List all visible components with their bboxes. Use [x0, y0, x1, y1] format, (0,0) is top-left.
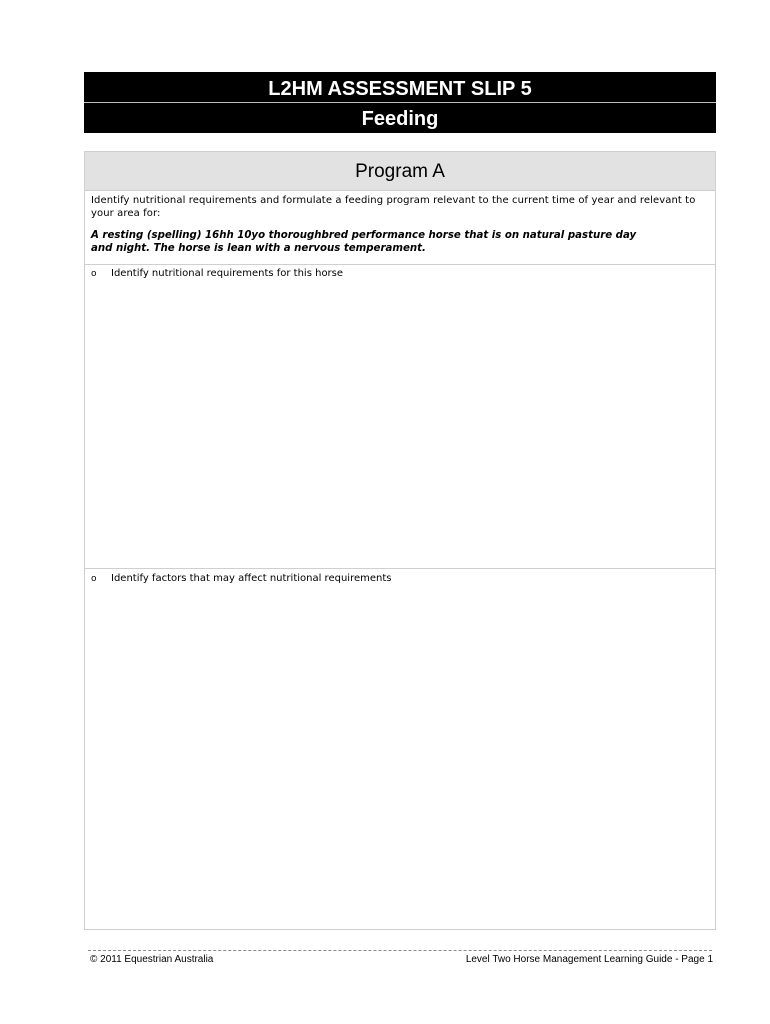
- footer-copyright: © 2011 Equestrian Australia: [90, 954, 214, 965]
- instructions-text: Identify nutritional requirements and formulate a feeding program relevant to the current time of year and relevant to your area for:: [91, 195, 696, 219]
- page-title: L2HM ASSESSMENT SLIP 5: [268, 78, 532, 100]
- answer-area-affecting-factors[interactable]: [85, 569, 715, 929]
- scenario-line-1: A resting (spelling) 16hh 10yo thoroughbred performance horse that is on natural pasture day: [91, 230, 637, 241]
- header-divider: [84, 102, 716, 103]
- bullet-icon: o: [91, 269, 97, 279]
- program-title: Program A: [355, 161, 445, 182]
- footer-divider: [88, 950, 712, 951]
- program-header: [85, 152, 715, 191]
- assessment-form: [84, 151, 716, 930]
- question-affecting-factors: Identify factors that may affect nutritional requirements: [111, 573, 392, 584]
- slip-header: [84, 72, 716, 133]
- instructions-section: [85, 190, 715, 265]
- question-nutritional-requirements: Identify nutritional requirements for this horse: [111, 268, 344, 279]
- scenario-line-2: and night. The horse is lean with a nervous temperament.: [91, 243, 426, 254]
- bullet-icon: o: [91, 574, 97, 584]
- scenario-text: [91, 229, 675, 255]
- page-subtitle: Feeding: [361, 108, 439, 130]
- footer-page-info: Level Two Horse Management Learning Guide - Page 1: [465, 954, 713, 965]
- answer-area-nutritional-requirements[interactable]: [85, 264, 715, 569]
